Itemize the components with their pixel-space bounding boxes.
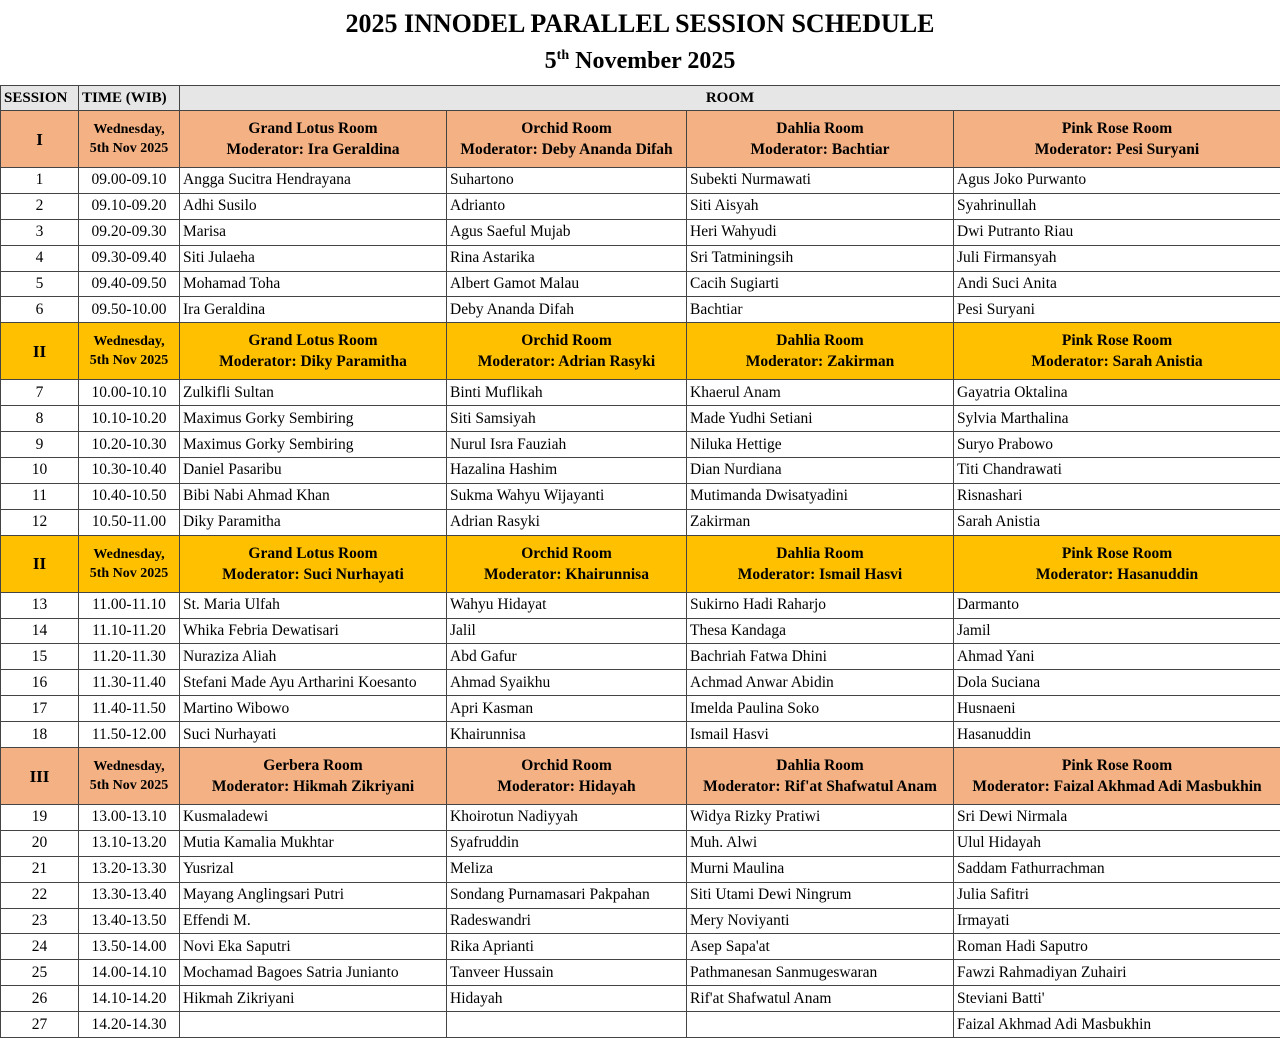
room-header xyxy=(954,748,1280,805)
presenter-room-4: Dola Suciana xyxy=(954,670,1280,696)
presenter-room-1: Whika Febria Dewatisari xyxy=(180,618,447,644)
time-slot: 13.20-13.30 xyxy=(79,856,180,882)
presenter-room-2: Syafruddin xyxy=(447,830,687,856)
room-name: Pink Rose Room xyxy=(1061,120,1173,137)
table-row xyxy=(1,934,1280,960)
presenter-room-3: Niluka Hettige xyxy=(687,432,954,458)
table-row xyxy=(1,805,1280,831)
room-header xyxy=(447,535,687,592)
presenter-room-3: Thesa Kandaga xyxy=(687,618,954,644)
room-name: Orchid Room xyxy=(521,757,612,775)
room-moderator: Moderator: Diky Paramitha xyxy=(219,353,407,371)
row-number: 14 xyxy=(1,618,79,644)
presenter-room-1: Nuraziza Aliah xyxy=(180,644,447,670)
presenter-room-1: Marisa xyxy=(180,219,447,245)
row-number: 15 xyxy=(1,644,79,670)
presenter-room-1: Maximus Gorky Sembiring xyxy=(180,432,447,458)
header-time: TIME (WIB) xyxy=(79,86,180,111)
time-slot: 11.10-11.20 xyxy=(79,618,180,644)
table-row xyxy=(1,882,1280,908)
presenter-room-2: Abd Gafur xyxy=(447,644,687,670)
row-number: 1 xyxy=(1,168,79,194)
presenter-room-3: Subekti Nurmawati xyxy=(687,168,954,194)
presenter-room-2: Khairunnisa xyxy=(447,722,687,748)
presenter-room-4: Fawzi Rahmadiyan Zuhairi xyxy=(954,960,1280,986)
table-row xyxy=(1,1012,1280,1038)
presenter-room-1: Stefani Made Ayu Artharini Koesanto xyxy=(180,670,447,696)
time-slot: 10.00-10.10 xyxy=(79,380,180,406)
table-row xyxy=(1,830,1280,856)
row-number: 25 xyxy=(1,960,79,986)
presenter-room-4: Suryo Prabowo xyxy=(954,432,1280,458)
session-number: II xyxy=(1,535,79,592)
room-header xyxy=(687,535,954,592)
room-header xyxy=(954,323,1280,380)
room-name: Dahlia Room xyxy=(776,332,864,350)
presenter-room-1: Kusmaladewi xyxy=(180,805,447,831)
date-day: 5 xyxy=(544,48,557,74)
presenter-room-4: Hasanuddin xyxy=(954,722,1280,748)
day-name: Wednesday, xyxy=(93,546,165,562)
presenter-room-4: Steviani Batti' xyxy=(954,986,1280,1012)
presenter-room-4: Saddam Fathurrachman xyxy=(954,856,1280,882)
presenter-room-1: Siti Julaeha xyxy=(180,245,447,271)
header-session: SESSION xyxy=(1,86,79,111)
row-number: 7 xyxy=(1,380,79,406)
session-header-row xyxy=(1,748,1280,805)
row-number: 22 xyxy=(1,882,79,908)
presenter-room-2: Rika Aprianti xyxy=(447,934,687,960)
room-name: Dahlia Room xyxy=(776,544,864,562)
table-row xyxy=(1,193,1280,219)
room-moderator: Moderator: Suci Nurhayati xyxy=(222,565,404,583)
row-number: 17 xyxy=(1,696,79,722)
row-number: 11 xyxy=(1,483,79,509)
row-number: 2 xyxy=(1,193,79,219)
time-slot: 13.40-13.50 xyxy=(79,908,180,934)
presenter-room-2: Deby Ananda Difah xyxy=(447,297,687,323)
session-header-row xyxy=(1,535,1280,592)
room-name: Dahlia Room xyxy=(776,757,864,775)
presenter-room-3: Muh. Alwi xyxy=(687,830,954,856)
presenter-room-1: Adhi Susilo xyxy=(180,193,447,219)
presenter-room-4: Agus Joko Purwanto xyxy=(954,168,1280,194)
presenter-room-3: Rif'at Shafwatul Anam xyxy=(687,986,954,1012)
row-number: 9 xyxy=(1,432,79,458)
presenter-room-1: Maximus Gorky Sembiring xyxy=(180,406,447,432)
presenter-room-4: Husnaeni xyxy=(954,696,1280,722)
time-slot: 09.10-09.20 xyxy=(79,193,180,219)
session-number: III xyxy=(1,748,79,805)
time-slot: 14.00-14.10 xyxy=(79,960,180,986)
room-moderator: Moderator: Adrian Rasyki xyxy=(477,353,656,371)
time-slot: 13.30-13.40 xyxy=(79,882,180,908)
time-slot: 13.00-13.10 xyxy=(79,805,180,831)
presenter-room-2: Jalil xyxy=(447,618,687,644)
presenter-room-2: Apri Kasman xyxy=(447,696,687,722)
room-moderator: Moderator: Zakirman xyxy=(745,353,895,371)
room-header xyxy=(954,111,1280,168)
time-slot: 10.40-10.50 xyxy=(79,483,180,509)
presenter-room-4: Julia Safitri xyxy=(954,882,1280,908)
session-header-row xyxy=(1,111,1280,168)
room-header xyxy=(180,535,447,592)
presenter-room-2: Meliza xyxy=(447,856,687,882)
presenter-room-1: Suci Nurhayati xyxy=(180,722,447,748)
presenter-room-2: Albert Gamot Malau xyxy=(447,271,687,297)
presenter-room-1: Effendi M. xyxy=(180,908,447,934)
presenter-room-4: Juli Firmansyah xyxy=(954,245,1280,271)
time-slot: 10.30-10.40 xyxy=(79,458,180,484)
room-header xyxy=(447,323,687,380)
presenter-room-4: Ulul Hidayah xyxy=(954,830,1280,856)
presenter-room-4: Syahrinullah xyxy=(954,193,1280,219)
presenter-room-3: Siti Utami Dewi Ningrum xyxy=(687,882,954,908)
presenter-room-1 xyxy=(180,1012,447,1038)
day-date: 5th Nov 2025 xyxy=(89,565,169,581)
room-moderator: Moderator: Ismail Hasvi xyxy=(737,565,903,583)
row-number: 26 xyxy=(1,986,79,1012)
presenter-room-4: Roman Hadi Saputro xyxy=(954,934,1280,960)
row-number: 3 xyxy=(1,219,79,245)
table-row xyxy=(1,297,1280,323)
presenter-room-2: Agus Saeful Mujab xyxy=(447,219,687,245)
table-row xyxy=(1,986,1280,1012)
day-date: 5th Nov 2025 xyxy=(89,778,169,794)
presenter-room-2: Hidayah xyxy=(447,986,687,1012)
presenter-room-3: Sri Tatminingsih xyxy=(687,245,954,271)
table-row xyxy=(1,696,1280,722)
room-moderator: Moderator: Hikmah Zikriyani xyxy=(211,778,415,796)
presenter-room-4: Sylvia Marthalina xyxy=(954,406,1280,432)
presenter-room-3: Dian Nurdiana xyxy=(687,458,954,484)
presenter-room-1: Mohamad Toha xyxy=(180,271,447,297)
document-title xyxy=(0,0,1280,85)
presenter-room-4: Dwi Putranto Riau xyxy=(954,219,1280,245)
table-row xyxy=(1,483,1280,509)
session-day xyxy=(79,748,180,805)
table-row xyxy=(1,722,1280,748)
table-row xyxy=(1,670,1280,696)
presenter-room-2: Tanveer Hussain xyxy=(447,960,687,986)
presenter-room-4: Risnashari xyxy=(954,483,1280,509)
room-header xyxy=(180,748,447,805)
presenter-room-1: St. Maria Ulfah xyxy=(180,592,447,618)
presenter-room-3: Khaerul Anam xyxy=(687,380,954,406)
time-slot: 13.50-14.00 xyxy=(79,934,180,960)
session-day xyxy=(79,535,180,592)
presenter-room-1: Yusrizal xyxy=(180,856,447,882)
row-number: 18 xyxy=(1,722,79,748)
presenter-room-2: Siti Samsiyah xyxy=(447,406,687,432)
date-rest: November 2025 xyxy=(569,48,736,74)
title-main: 2025 INNODEL PARALLEL SESSION SCHEDULE xyxy=(345,9,935,38)
room-header xyxy=(180,323,447,380)
room-moderator: Moderator: Deby Ananda Difah xyxy=(460,141,673,158)
room-moderator: Moderator: Pesi Suryani xyxy=(1034,141,1200,158)
presenter-room-1: Angga Sucitra Hendrayana xyxy=(180,168,447,194)
row-number: 20 xyxy=(1,830,79,856)
table-row xyxy=(1,406,1280,432)
presenter-room-3: Achmad Anwar Abidin xyxy=(687,670,954,696)
presenter-room-2: Suhartono xyxy=(447,168,687,194)
table-row xyxy=(1,219,1280,245)
room-header xyxy=(447,111,687,168)
room-moderator: Moderator: Hasanuddin xyxy=(1035,565,1199,583)
presenter-room-3: Zakirman xyxy=(687,509,954,535)
presenter-room-4: Sarah Anistia xyxy=(954,509,1280,535)
presenter-room-2: Hazalina Hashim xyxy=(447,458,687,484)
room-moderator: Moderator: Sarah Anistia xyxy=(1031,353,1203,371)
time-slot: 11.30-11.40 xyxy=(79,670,180,696)
presenter-room-3: Mutimanda Dwisatyadini xyxy=(687,483,954,509)
table-row xyxy=(1,856,1280,882)
row-number: 13 xyxy=(1,592,79,618)
room-moderator: Moderator: Khairunnisa xyxy=(484,565,649,583)
presenter-room-4: Jamil xyxy=(954,618,1280,644)
header-room: ROOM xyxy=(180,86,1280,111)
day-date: 5th Nov 2025 xyxy=(89,141,169,156)
presenter-room-3: Bachriah Fatwa Dhini xyxy=(687,644,954,670)
presenter-room-3: Made Yudhi Setiani xyxy=(687,406,954,432)
table-row xyxy=(1,271,1280,297)
row-number: 12 xyxy=(1,509,79,535)
table-row xyxy=(1,908,1280,934)
presenter-room-4: Andi Suci Anita xyxy=(954,271,1280,297)
day-name: Wednesday, xyxy=(93,334,165,350)
row-number: 6 xyxy=(1,297,79,323)
presenter-room-2: Adrian Rasyki xyxy=(447,509,687,535)
session-number: I xyxy=(1,111,79,168)
time-slot: 09.30-09.40 xyxy=(79,245,180,271)
presenter-room-3: Murni Maulina xyxy=(687,856,954,882)
row-number: 8 xyxy=(1,406,79,432)
time-slot: 10.20-10.30 xyxy=(79,432,180,458)
room-name: Gerbera Room xyxy=(263,757,363,775)
table-row xyxy=(1,960,1280,986)
presenter-room-3: Pathmanesan Sanmugeswaran xyxy=(687,960,954,986)
time-slot: 09.20-09.30 xyxy=(79,219,180,245)
row-number: 5 xyxy=(1,271,79,297)
presenter-room-1: Mutia Kamalia Mukhtar xyxy=(180,830,447,856)
time-slot: 11.20-11.30 xyxy=(79,644,180,670)
room-moderator: Moderator: Rif'at Shafwatul Anam xyxy=(703,778,937,796)
room-moderator: Moderator: Hidayah xyxy=(497,778,636,796)
presenter-room-3: Cacih Sugiarti xyxy=(687,271,954,297)
time-slot: 10.50-11.00 xyxy=(79,509,180,535)
time-slot: 14.10-14.20 xyxy=(79,986,180,1012)
presenter-room-3: Ismail Hasvi xyxy=(687,722,954,748)
day-name: Wednesday, xyxy=(93,759,165,775)
table-row xyxy=(1,168,1280,194)
time-slot: 10.10-10.20 xyxy=(79,406,180,432)
presenter-room-4: Gayatria Oktalina xyxy=(954,380,1280,406)
presenter-room-2: Sondang Purnamasari Pakpahan xyxy=(447,882,687,908)
row-number: 4 xyxy=(1,245,79,271)
presenter-room-3: Bachtiar xyxy=(687,297,954,323)
time-slot: 09.00-09.10 xyxy=(79,168,180,194)
row-number: 27 xyxy=(1,1012,79,1038)
time-slot: 14.20-14.30 xyxy=(79,1012,180,1038)
room-moderator: Moderator: Ira Geraldina xyxy=(226,141,400,158)
table-row xyxy=(1,618,1280,644)
presenter-room-3: Mery Noviyanti xyxy=(687,908,954,934)
room-header xyxy=(954,535,1280,592)
row-number: 24 xyxy=(1,934,79,960)
time-slot: 09.50-10.00 xyxy=(79,297,180,323)
presenter-room-2: Radeswandri xyxy=(447,908,687,934)
presenter-room-2: Nurul Isra Fauziah xyxy=(447,432,687,458)
row-number: 19 xyxy=(1,805,79,831)
presenter-room-2: Binti Muflikah xyxy=(447,380,687,406)
room-name: Pink Rose Room xyxy=(1061,332,1173,350)
room-name: Orchid Room xyxy=(521,544,612,562)
presenter-room-4: Ahmad Yani xyxy=(954,644,1280,670)
row-number: 21 xyxy=(1,856,79,882)
room-name: Pink Rose Room xyxy=(1061,544,1173,562)
presenter-room-1: Bibi Nabi Ahmad Khan xyxy=(180,483,447,509)
presenter-room-2: Sukma Wahyu Wijayanti xyxy=(447,483,687,509)
presenter-room-1: Daniel Pasaribu xyxy=(180,458,447,484)
presenter-room-4: Faizal Akhmad Adi Masbukhin xyxy=(954,1012,1280,1038)
presenter-room-2: Khoirotun Nadiyyah xyxy=(447,805,687,831)
row-number: 10 xyxy=(1,458,79,484)
presenter-room-1: Mayang Anglingsari Putri xyxy=(180,882,447,908)
title-date xyxy=(0,39,1280,78)
table-row xyxy=(1,432,1280,458)
room-name: Pink Rose Room xyxy=(1061,757,1173,775)
presenter-room-1: Mochamad Bagoes Satria Junianto xyxy=(180,960,447,986)
room-name: Grand Lotus Room xyxy=(248,332,378,350)
presenter-room-1: Ira Geraldina xyxy=(180,297,447,323)
room-header xyxy=(687,748,954,805)
presenter-room-2: Wahyu Hidayat xyxy=(447,592,687,618)
presenter-room-3: Asep Sapa'at xyxy=(687,934,954,960)
presenter-room-4: Irmayati xyxy=(954,908,1280,934)
presenter-room-1: Martino Wibowo xyxy=(180,696,447,722)
room-moderator: Moderator: Faizal Akhmad Adi Masbukhin xyxy=(972,778,1262,796)
row-number: 16 xyxy=(1,670,79,696)
time-slot: 11.00-11.10 xyxy=(79,592,180,618)
presenter-room-3: Imelda Paulina Soko xyxy=(687,696,954,722)
presenter-room-1: Zulkifli Sultan xyxy=(180,380,447,406)
table-row xyxy=(1,592,1280,618)
room-name: Grand Lotus Room xyxy=(248,120,378,137)
room-header xyxy=(180,111,447,168)
presenter-room-4: Pesi Suryani xyxy=(954,297,1280,323)
table-row xyxy=(1,380,1280,406)
presenter-room-1: Diky Paramitha xyxy=(180,509,447,535)
session-day xyxy=(79,323,180,380)
presenter-room-3: Sukirno Hadi Raharjo xyxy=(687,592,954,618)
room-name: Orchid Room xyxy=(521,120,612,137)
presenter-room-2: Rina Astarika xyxy=(447,245,687,271)
date-suffix: th xyxy=(556,48,570,63)
table-row xyxy=(1,644,1280,670)
presenter-room-3: Heri Wahyudi xyxy=(687,219,954,245)
room-header xyxy=(687,323,954,380)
time-slot: 13.10-13.20 xyxy=(79,830,180,856)
room-name: Dahlia Room xyxy=(776,120,864,137)
presenter-room-3: Siti Aisyah xyxy=(687,193,954,219)
table-row xyxy=(1,509,1280,535)
presenter-room-3: Widya Rizky Pratiwi xyxy=(687,805,954,831)
time-slot: 09.40-09.50 xyxy=(79,271,180,297)
presenter-room-4: Sri Dewi Nirmala xyxy=(954,805,1280,831)
room-header xyxy=(447,748,687,805)
session-number: II xyxy=(1,323,79,380)
session-day xyxy=(79,111,180,168)
presenter-room-2 xyxy=(447,1012,687,1038)
presenter-room-2: Adrianto xyxy=(447,193,687,219)
schedule-table xyxy=(0,85,1280,1038)
time-slot: 11.50-12.00 xyxy=(79,722,180,748)
room-moderator: Moderator: Bachtiar xyxy=(750,141,890,158)
presenter-room-4: Titi Chandrawati xyxy=(954,458,1280,484)
day-date: 5th Nov 2025 xyxy=(89,353,169,369)
session-header-row xyxy=(1,323,1280,380)
table-row xyxy=(1,245,1280,271)
table-row xyxy=(1,458,1280,484)
presenter-room-1: Novi Eka Saputri xyxy=(180,934,447,960)
day-name: Wednesday, xyxy=(93,122,165,137)
presenter-room-4: Darmanto xyxy=(954,592,1280,618)
room-name: Orchid Room xyxy=(521,332,612,350)
presenter-room-1: Hikmah Zikriyani xyxy=(180,986,447,1012)
row-number: 23 xyxy=(1,908,79,934)
time-slot: 11.40-11.50 xyxy=(79,696,180,722)
room-name: Grand Lotus Room xyxy=(248,544,378,562)
presenter-room-3 xyxy=(687,1012,954,1038)
room-header xyxy=(687,111,954,168)
presenter-room-2: Ahmad Syaikhu xyxy=(447,670,687,696)
